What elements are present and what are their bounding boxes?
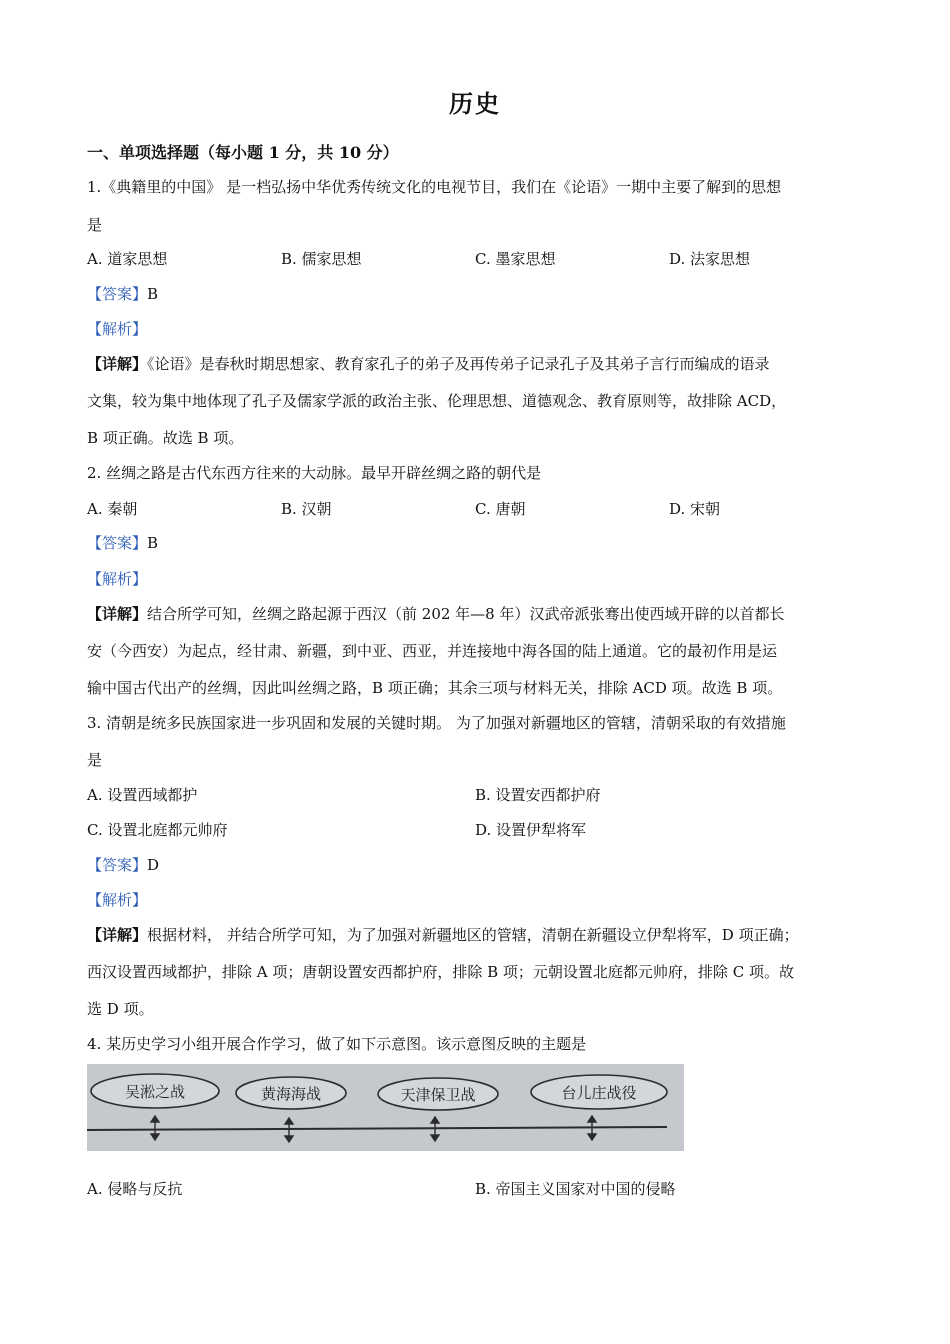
q4-stem-line-1: 4. 某历史学习小组开展合作学习，做了如下示意图。该示意图反映的主题是 xyxy=(87,1035,587,1053)
q2-detail-line-1 xyxy=(87,604,785,624)
q1-answer xyxy=(87,284,158,304)
detail-label: 【详解】 xyxy=(87,355,148,373)
q3-option-c: C. 设置北庭都元帅府 xyxy=(87,821,228,839)
q2-answer xyxy=(87,533,158,553)
q2-option-a: A. 秦朝 xyxy=(87,500,138,518)
answer-label: 【答案】 xyxy=(87,285,148,303)
q1-option-c: C. 墨家思想 xyxy=(475,250,556,268)
answer-value: B xyxy=(147,285,159,303)
q1-stem-line-2: 是 xyxy=(87,216,103,234)
q1-detail-line-2: 文集，较为集中地体现了孔子及儒家学派的政治主张、伦理思想、道德观念、教育原则等，故排除 ACD， xyxy=(87,392,787,410)
detail-label: 【详解】 xyxy=(87,605,148,623)
q2-analysis-label: 【解析】 xyxy=(87,570,148,588)
q1-option-b: B. 儒家思想 xyxy=(281,250,362,268)
q3-option-d: D. 设置伊犁将军 xyxy=(475,821,587,839)
q2-option-d: D. 宋朝 xyxy=(669,500,721,518)
page-title: 历史 xyxy=(449,89,501,118)
answer-value: B xyxy=(147,534,159,552)
q3-stem-line-2: 是 xyxy=(87,751,103,769)
q1-option-d: D. 法家思想 xyxy=(669,250,751,268)
q1-analysis-label: 【解析】 xyxy=(87,320,148,338)
detail-label: 【详解】 xyxy=(87,926,148,944)
q2-detail-line-3: 输中国古代出产的丝绸，因此叫丝绸之路，B 项正确；其余三项与材料无关，排除 ACD 项。故选 B 项。 xyxy=(87,679,783,697)
q3-option-a: A. 设置西域都护 xyxy=(87,786,198,804)
q3-detail-line-1 xyxy=(87,925,799,945)
detail-text: 《论语》是春秋时期思想家、教育家孔子的弟子及再传弟子记录孔子及其弟子言行而编成的语录 xyxy=(147,355,770,373)
answer-label: 【答案】 xyxy=(87,856,148,874)
answer-label: 【答案】 xyxy=(87,534,148,552)
timeline-figure xyxy=(87,1064,684,1151)
q4-option-b: B. 帝国主义国家对中国的侵略 xyxy=(475,1180,676,1198)
q2-detail-line-2: 安（今西安）为起点，经甘肃、新疆，到中亚、西亚，并连接地中海各国的陆上通道。它的最初作用是运 xyxy=(87,642,778,660)
event-label-1: 吴淞之战 xyxy=(124,1083,186,1101)
event-label-2: 黄海海战 xyxy=(260,1085,322,1103)
q3-stem-line-1: 3. 清朝是统多民族国家进一步巩固和发展的关键时期。 为了加强对新疆地区的管辖，清朝采取的有效措施 xyxy=(87,714,786,732)
q2-option-b: B. 汉朝 xyxy=(281,500,332,518)
q1-option-a: A. 道家思想 xyxy=(87,250,168,268)
timeline-svg xyxy=(87,1064,684,1151)
q3-detail-line-2: 西汉设置西域都护，排除 A 项；唐朝设置安西都护府，排除 B 项；元朝设置北庭都元帅府，排除 C 项。故 xyxy=(87,963,794,981)
detail-text: 根据材料， 并结合所学可知，为了加强对新疆地区的管辖，清朝在新疆设立伊犁将军，D 项正确； xyxy=(147,926,799,944)
event-label-3: 天津保卫战 xyxy=(400,1086,476,1104)
q1-stem-line-1: 1.《典籍里的中国》 是一档弘扬中华优秀传统文化的电视节目，我们在《论语》一期中主要了解到的思想 xyxy=(87,178,782,196)
q2-option-c: C. 唐朝 xyxy=(475,500,526,518)
event-label-4: 台儿庄战役 xyxy=(561,1084,637,1102)
detail-text: 结合所学可知，丝绸之路起源于西汉（前 202 年—8 年）汉武帝派张骞出使西域开辟的以首都长 xyxy=(147,605,785,623)
q1-detail-line-3: B 项正确。故选 B 项。 xyxy=(87,429,244,447)
section-heading: 一、单项选择题（每小题 1 分，共 10 分） xyxy=(87,143,399,162)
answer-value: D xyxy=(147,856,160,874)
q4-option-a: A. 侵略与反抗 xyxy=(87,1180,183,1198)
q3-answer xyxy=(87,855,159,875)
q2-stem-line-1: 2. 丝绸之路是古代东西方往来的大动脉。最早开辟丝绸之路的朝代是 xyxy=(87,464,542,482)
q3-analysis-label: 【解析】 xyxy=(87,891,148,909)
q1-detail-line-1 xyxy=(87,354,770,374)
q3-option-b: B. 设置安西都护府 xyxy=(475,786,601,804)
q3-detail-line-3: 选 D 项。 xyxy=(87,1000,154,1018)
